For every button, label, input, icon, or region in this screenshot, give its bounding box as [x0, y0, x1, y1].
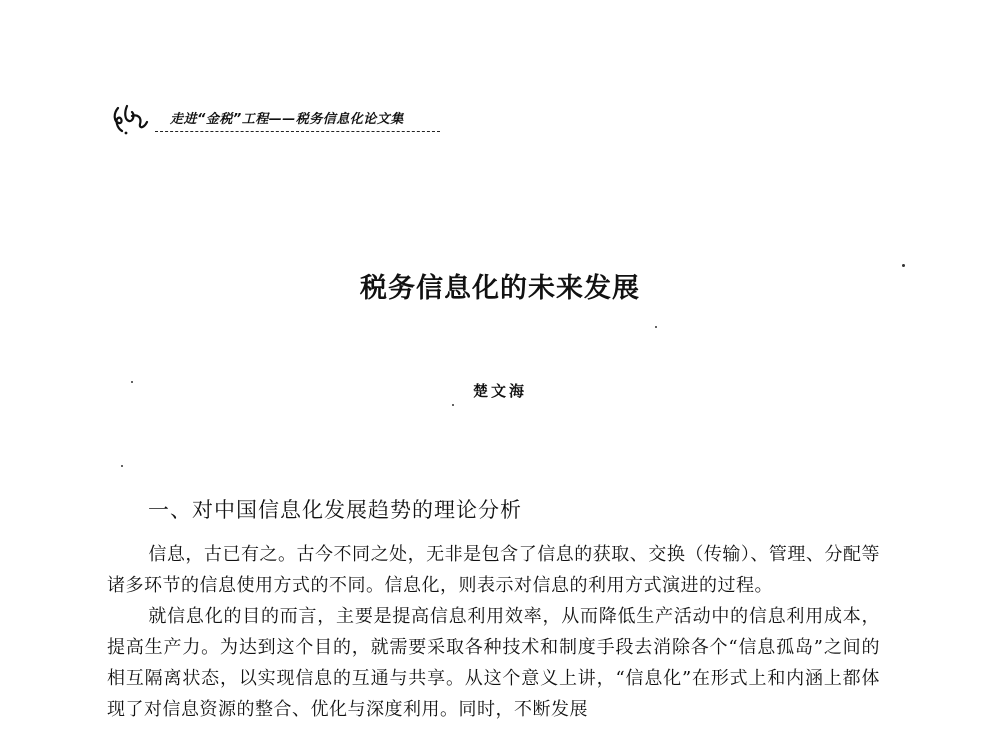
scan-speck: [655, 326, 657, 328]
scan-speck: [121, 465, 123, 467]
running-header: [110, 98, 440, 138]
article-body: [107, 539, 880, 725]
article-title: 税务信息化的未来发展: [360, 273, 640, 304]
body-paragraph: 就信息化的目的而言，主要是提高信息利用效率，从而降低生产活动中的信息利用成本，提高生产力。为达到这个目的，就需要采取各种技术和制度手段去消除各个“信息孤岛”之间的相互隔离状态，以实现信息的互通与共享。从这个意义上讲，“信息化”在形式上和内涵上都体现了对信息资源的整合、优化与深度利用。同时，不断发展: [107, 606, 880, 720]
scan-speck: [902, 264, 905, 267]
section-heading: 一、对中国信息化发展趋势的理论分析: [148, 498, 522, 522]
scan-speck: [452, 404, 454, 406]
running-header-text: 走进“金税”工程——税务信息化论文集: [170, 112, 404, 127]
body-paragraph: 信息，古已有之。古今不同之处，无非是包含了信息的获取、交换（传输）、管理、分配等诸多环节的信息使用方式的不同。信息化，则表示对信息的利用方式演进的过程。: [107, 544, 880, 596]
scan-speck: [131, 381, 133, 383]
article-author: 楚文海: [472, 382, 527, 400]
header-divider: [155, 131, 440, 132]
series-logo: [110, 98, 155, 138]
